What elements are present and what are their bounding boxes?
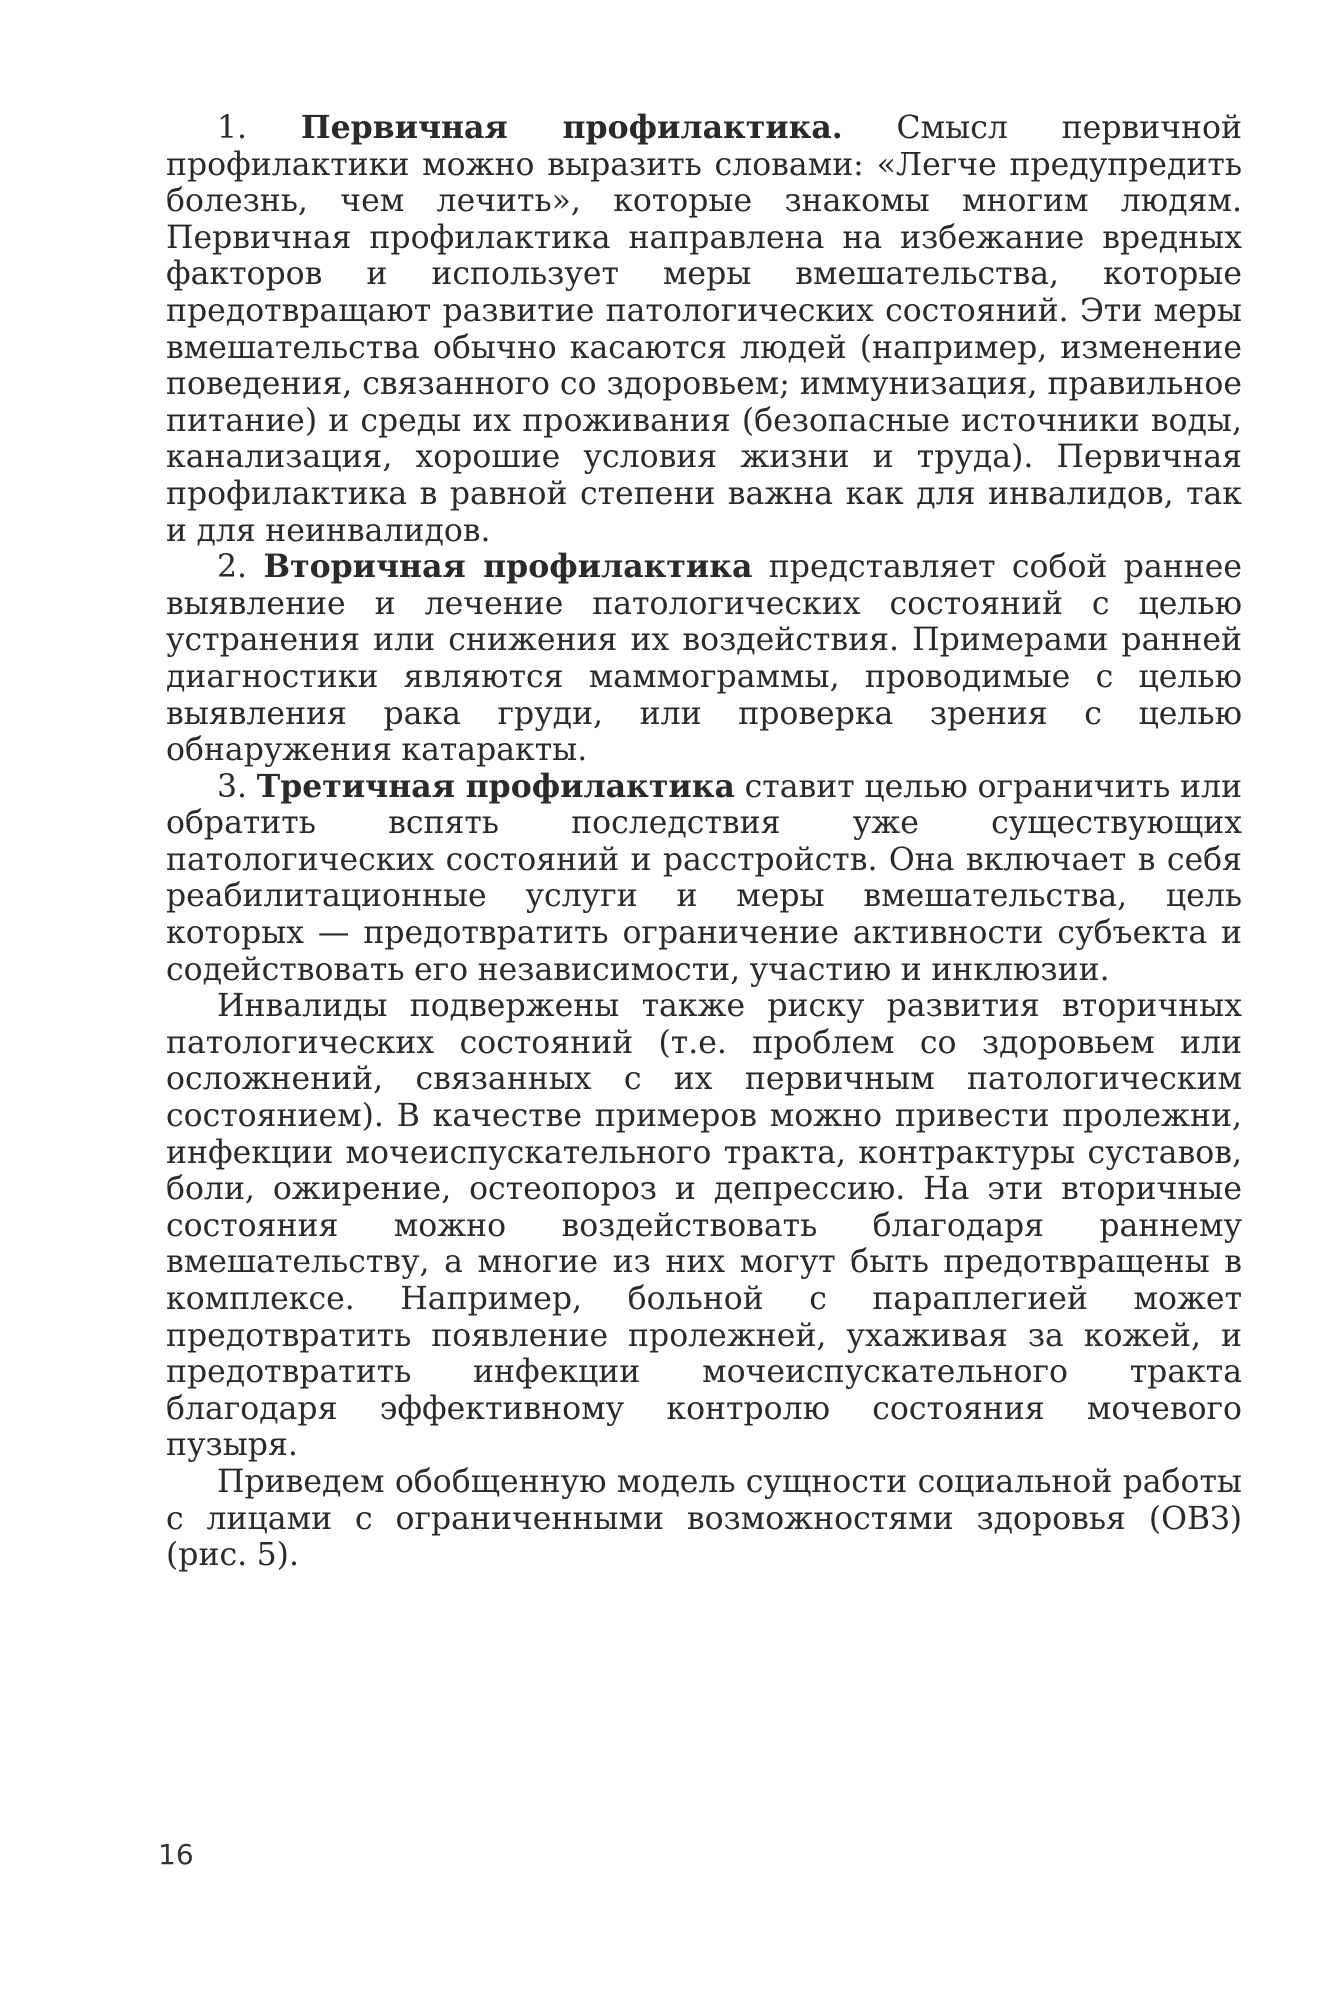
term-secondary-prevention: Вторичная профилактика xyxy=(263,548,753,586)
item-number: 1. xyxy=(217,110,248,146)
term-tertiary-prevention: Третичная профилактика xyxy=(256,767,735,805)
paragraph-primary-prevention xyxy=(166,110,1242,549)
body-text xyxy=(166,110,1242,1574)
term-primary-prevention: Первичная профилактика. xyxy=(300,109,843,146)
paragraph-text: представляет собой раннее выявление и лечение патологических состояний с целью устранения или снижения их воздействия. Примерами ранней диагностики являются маммограммы, проводимые с целью выявления рака груди, или проверка зрения с целью обнаружения катаракты. xyxy=(166,549,1243,769)
paragraph-text: Приведем обобщенную модель сущности социальной работы с лицами с ограниченными возможностями здоровья (ОВЗ) (рис. 5). xyxy=(166,1463,1242,1574)
paragraph-model-intro xyxy=(166,1464,1242,1574)
item-number: 3. xyxy=(217,768,248,805)
page-number: 16 xyxy=(158,1838,194,1871)
paragraph-secondary-prevention xyxy=(166,549,1242,769)
paragraph-tertiary-prevention xyxy=(166,769,1242,989)
item-number: 2. xyxy=(217,549,248,586)
paragraph-text: ставит целью ограничить или обратить вспять последствия уже существующих патологических состояний и расстройств. Она включает в себя реабилитационные услуги и меры вмешательства, цель которых — предотвратить ограничение активности субъекта и содействовать его независимости, участию и инклюзии. xyxy=(166,768,1243,988)
paragraph-secondary-conditions xyxy=(166,988,1242,1464)
paragraph-text: Инвалиды подвержены также риску развития вторичных патологических состояний (т.е. проблем со здоровьем или осложнений, связанных с их первичным патологическим состоянием). В качестве примеров можно привести пролежни, инфекции мочеиспускательного тракта, контрактуры суставов, боли, ожирение, остеопороз и депрессию. На эти вторичные состояния можно воздействовать благодаря раннему вмешательству, а многие из них могут быть предотвращены в комплексе. Например, больной с параплегией может предотвратить появление пролежней, ухаживая за кожей, и предотвратить инфекции мочеиспускательного тракта благодаря эффективному контролю состояния мочевого пузыря. xyxy=(166,988,1242,1464)
paragraph-text: Смысл первичной профилактики можно выразить словами: «Легче предупредить болезнь, чем лечить», которые знакомы многим людям. Первичная профилактика направлена на избежание вредных факторов и использует меры вмешательства, которые предотвращают развитие патологических состояний. Эти меры вмешательства обычно касаются людей (например, изменение поведения, связанного со здоровьем; иммунизация, правильное питание) и среды их проживания (безопасные источники воды, канализация, хорошие условия жизни и труда). Первичная профилактика в равной степени важна как для инвалидов, так и для неинвалидов. xyxy=(166,110,1242,549)
